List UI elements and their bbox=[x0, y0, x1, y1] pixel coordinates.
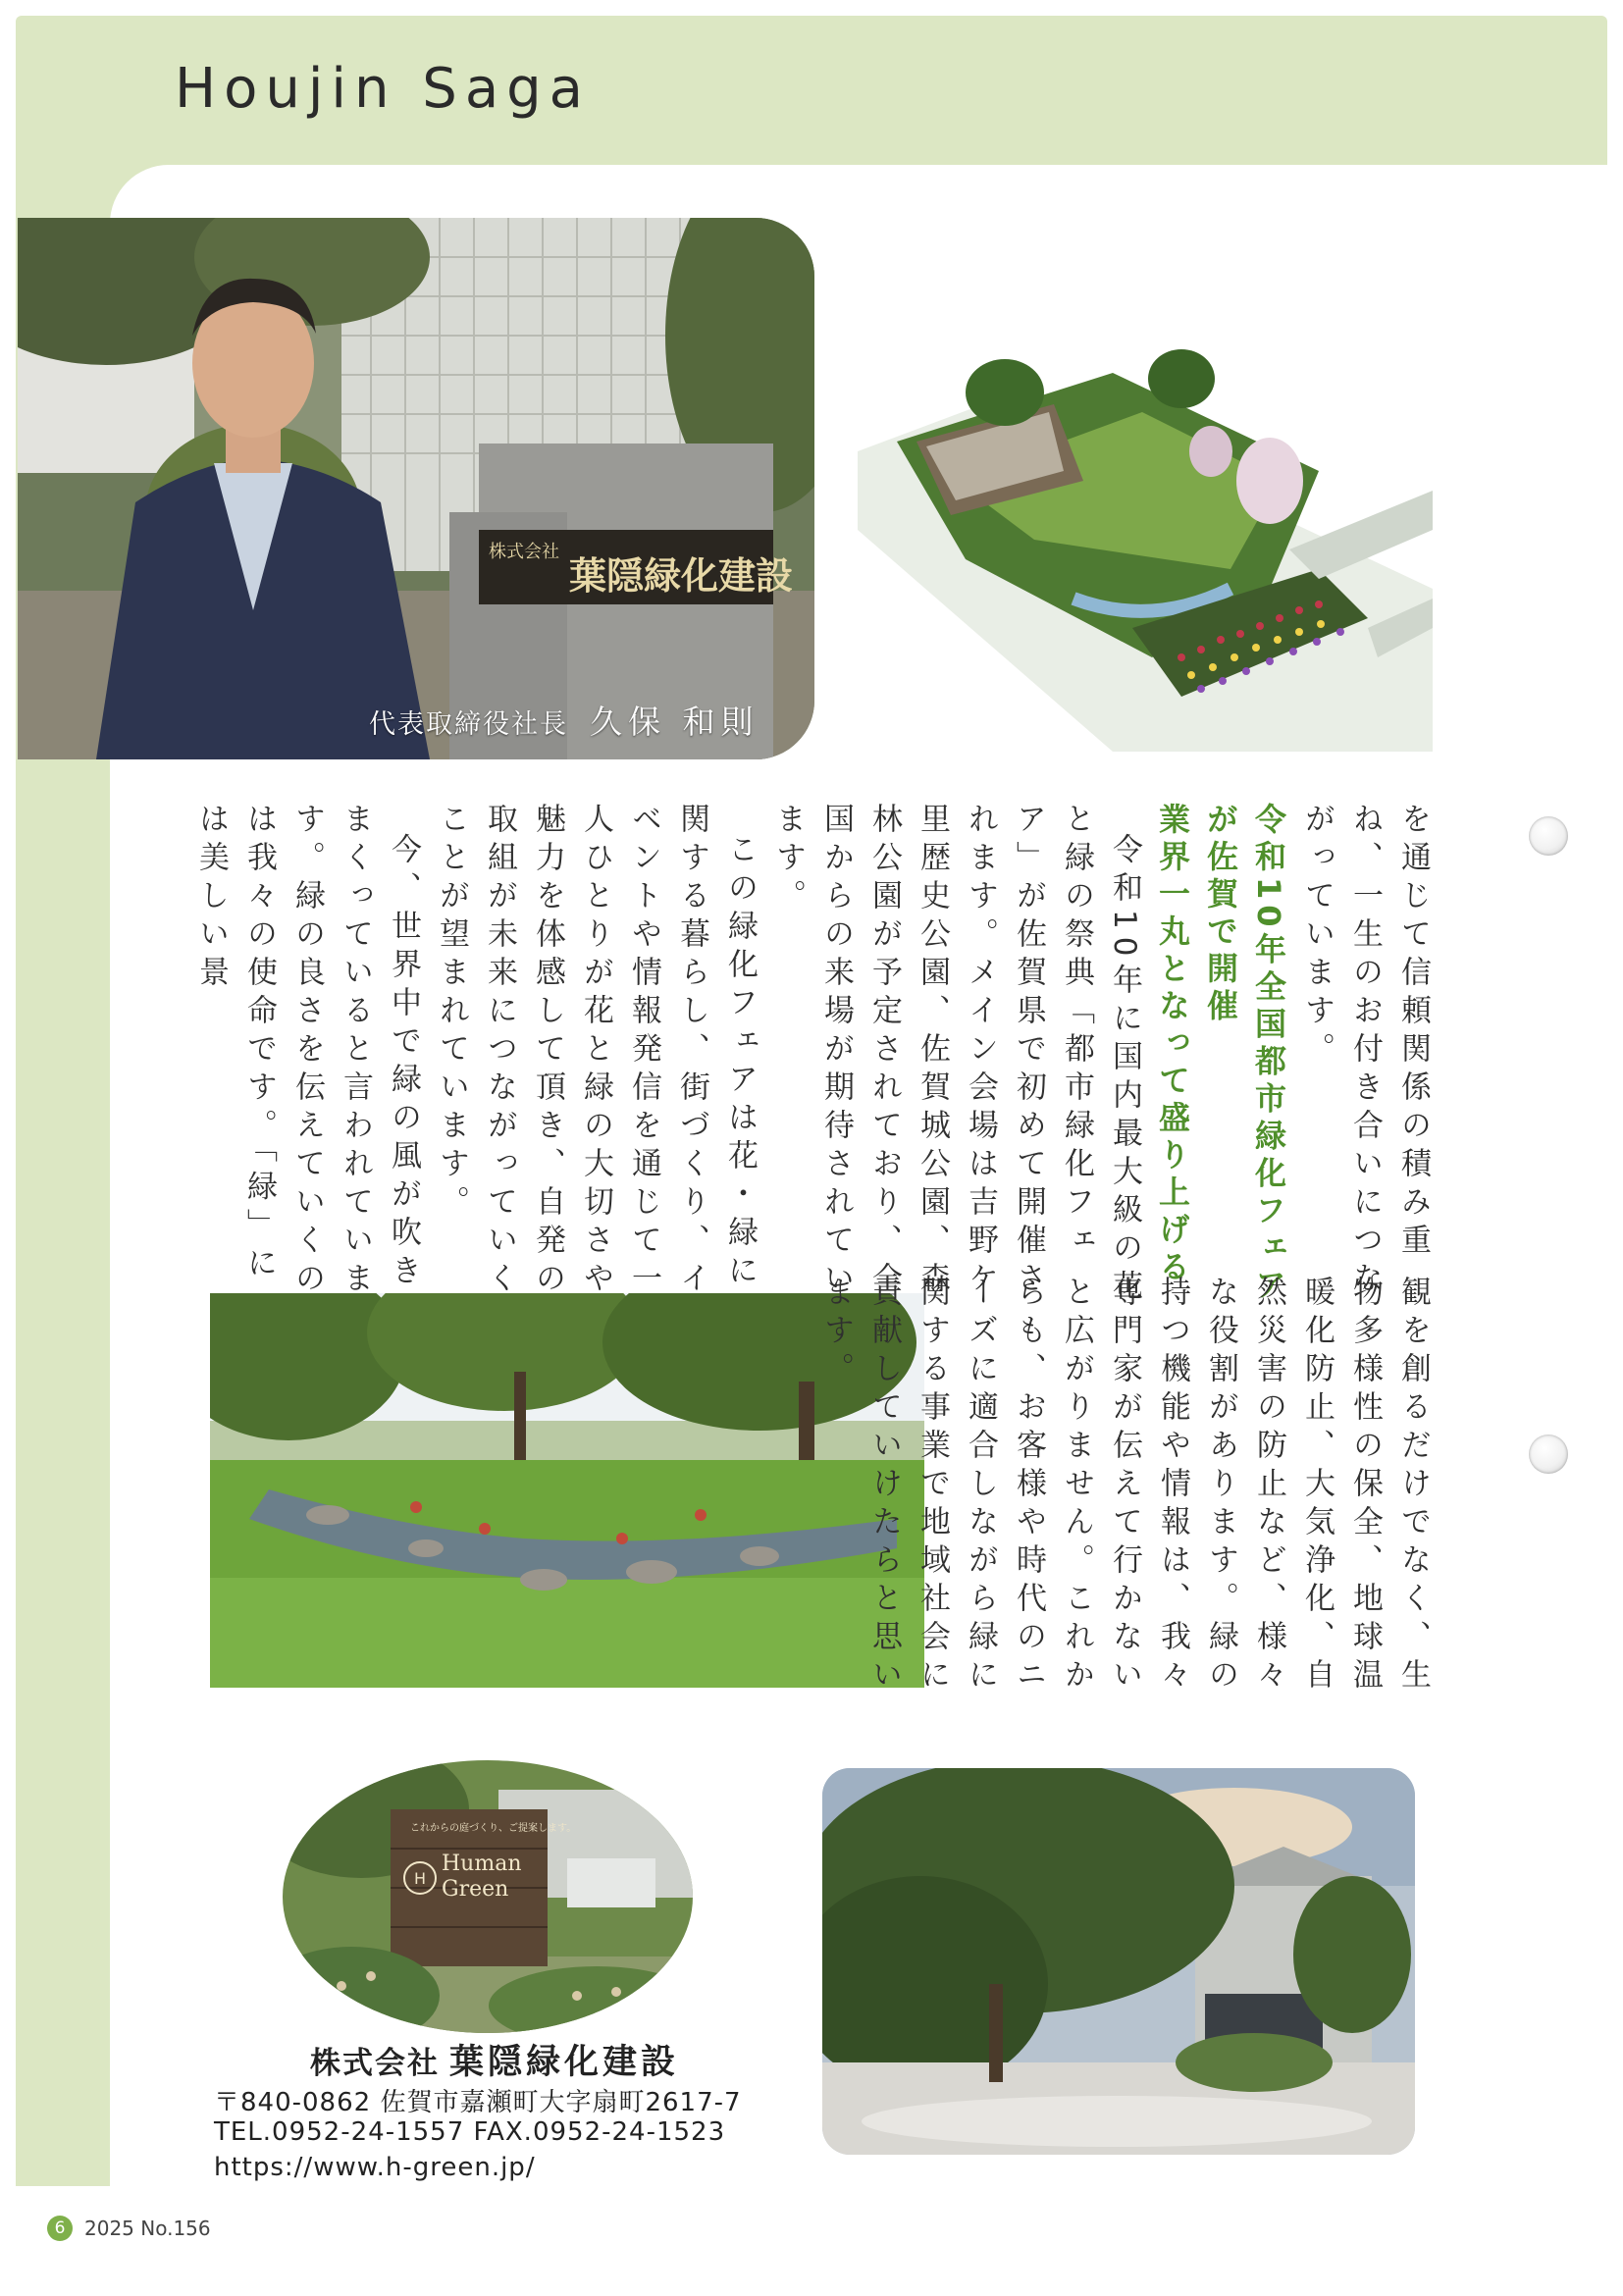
portrait-photo bbox=[18, 218, 814, 759]
office-building-photo bbox=[822, 1768, 1415, 2155]
bottom-margin bbox=[16, 2186, 1607, 2276]
article-col1: を通じて信頼関係の積み重ね、一生のお付き合いにつながっています。 bbox=[1299, 803, 1431, 1300]
company-name bbox=[310, 2035, 679, 2084]
article-para3: 今、世界中で緑の風が吹きまくっていると言われています。緑の良さを伝えていくのは我々の使命です。「緑」には美しい景 bbox=[193, 803, 421, 1300]
article-headline-2: が佐賀で開催 bbox=[1202, 803, 1239, 1026]
article-para4: 観を創るだけでなく、生物多様性の保全、地球温暖化防止、大気浄化、自然災害の防止など、様々な役割があります。緑の持つ機能や情報は、我々専門家が伝えて行かないと広がりません。これからも、お客様や時代のニーズに適合しながら緑に関する事業で地域社会に貢献していけたらと思います。 bbox=[818, 1276, 1431, 1696]
page-title: Houjin Saga bbox=[175, 57, 591, 121]
sign-prefix: 株式会社 bbox=[489, 542, 559, 562]
caption-name: 久保 和則 bbox=[590, 703, 759, 741]
svg-text:H: H bbox=[414, 1869, 427, 1888]
caption-role: 代表取締役社長 bbox=[369, 709, 568, 740]
article-headline-1: 令和10年全国都市緑化フェア bbox=[1250, 803, 1287, 1306]
park-illustration bbox=[858, 334, 1433, 752]
page-number: 6 bbox=[47, 2216, 73, 2241]
article-para1: 令和10年に国内最大級の花と緑の祭典「都市緑化フェア」が佐賀県で初めて開催されます。メイン会場は吉野ケ里歴史公園、佐賀城公園、森林公園が予定されており、全国からの来場が期待されています。 bbox=[770, 803, 1142, 1309]
company-prefix: 株式会社 bbox=[310, 2046, 440, 2081]
portrait-caption bbox=[369, 697, 759, 743]
article-para2: この緑化フェアは花・緑に関する暮らし、街づくり、イベントや情報発信を通じて一人ひとりが花と緑の大切さや魅力を体感して頂き、自発の取組が未来につながっていくことが望まれています。 bbox=[434, 803, 758, 1300]
sign-brand-line1: Human bbox=[442, 1852, 522, 1876]
sign-brand-line2: Green bbox=[442, 1877, 509, 1902]
human-green-sign-photo bbox=[283, 1760, 693, 2033]
issue-label: 2025 No.156 bbox=[84, 2217, 211, 2240]
company-name-main: 葉隠緑化建設 bbox=[449, 2043, 680, 2082]
company-url[interactable]: https://www.h-green.jp/ bbox=[214, 2153, 536, 2182]
sign-company-name: 葉隠緑化建設 bbox=[569, 554, 794, 598]
sign-tagline: これからの庭づくり、ご提案します。 bbox=[410, 1823, 577, 1834]
binder-hole-top bbox=[1529, 816, 1568, 856]
article-upper-text bbox=[186, 803, 1437, 1313]
article-headline-3: 業界一丸となって盛り上げる bbox=[1154, 803, 1191, 1287]
company-phone-fax: TEL.0952-24-1557 FAX.0952-24-1523 bbox=[214, 2117, 726, 2147]
binder-hole-bottom bbox=[1529, 1435, 1568, 1474]
company-address: 〒840-0862 佐賀市嘉瀬町大字扇町2617-7 bbox=[214, 2088, 742, 2117]
page-footer bbox=[47, 2216, 211, 2241]
article-lower-text bbox=[812, 1276, 1437, 1707]
